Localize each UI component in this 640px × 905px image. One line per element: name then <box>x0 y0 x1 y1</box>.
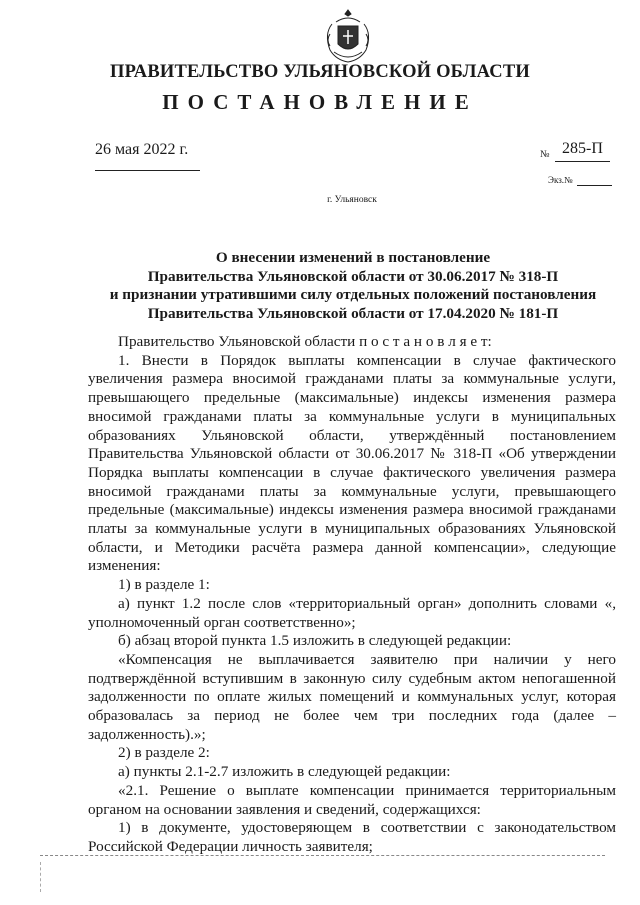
document-date: 26 мая 2022 г. <box>95 141 189 158</box>
body-paragraph: 1) в документе, удостоверяющем в соответствии с законодательством Российской Федерации личность заявителя; <box>88 819 616 855</box>
body-paragraph: «2.1. Решение о выплате компенсации принимается территориальным органом на основании заявления и сведений, содержащихся: <box>88 781 616 818</box>
footer-margin-mark <box>40 862 161 892</box>
date-underline <box>95 170 200 171</box>
body-paragraph: б) абзац второй пункта 1.5 изложить в следующей редакции: <box>118 632 512 650</box>
document-type-title: ПОСТАНОВЛЕНИЕ <box>162 90 478 114</box>
body-paragraph: 2) в разделе 2: <box>118 744 210 762</box>
body-paragraph: а) пункты 2.1-2.7 изложить в следующей редакции: <box>118 763 451 781</box>
body-paragraph: а) пункт 1.2 после слов «территориальный орган» дополнить словами «, уполномоченный орган соответственно»; <box>88 594 616 631</box>
document-subject <box>88 249 618 323</box>
copy-number-label: Экз.№ <box>548 175 573 185</box>
body-paragraph: 1. Внести в Порядок выплаты компенсации в случае фактического увеличения размера вносимой гражданами платы за коммунальные услуги, превышающего предельные (максимальные) индексы изменения размера вносимой гражданами платы за коммунальные услуги в муниципальных образованиях Ульяновской области, утверждённый постановлением Правительства Ульяновской области от 30.06.2017 № 318-П «Об утверждении Порядка выплаты компенсации в случае фактического увеличения размера вносимой гражданами платы за коммунальные услуги, превышающего предельные (максимальные) индексы изменения размера вносимой гражданами платы за коммунальные услуги в муниципальных образованиях Ульяновской области, и Методики расчёта размера данной компенсации», следующие изменения: <box>88 351 616 575</box>
document-body <box>88 333 616 857</box>
subject-line: О внесении изменений в постановление <box>215 249 491 266</box>
coat-of-arms-icon <box>322 8 374 64</box>
footer-divider <box>40 855 605 856</box>
body-paragraph: Правительство Ульяновской области п о с т а н о в л я е т: <box>118 333 492 350</box>
subject-line: и признании утратившими силу отдельных положений постановления <box>109 286 597 303</box>
number-underline <box>555 161 610 162</box>
number-sign: № <box>540 149 550 160</box>
government-title: ПРАВИТЕЛЬСТВО УЛЬЯНОВСКОЙ ОБЛАСТИ <box>110 62 530 82</box>
subject-line: Правительства Ульяновской области от 30.06.2017 № 318-П <box>147 267 559 285</box>
subject-line: Правительства Ульяновской области от 17.04.2020 № 181-П <box>147 304 559 322</box>
city-label: г. Ульяновск <box>327 195 377 205</box>
copy-number-underline <box>577 185 612 186</box>
body-paragraph: 1) в разделе 1: <box>118 576 210 594</box>
document-number: 285-П <box>562 140 603 157</box>
body-paragraph: «Компенсация не выплачивается заявителю при наличии у него подтверждённой вступившим в законную силу судебным актом непогашенной задолженности по оплате жилых помещений и коммунальных услуг, которая образовалась за период не более чем три последних года (далее – задолженность).»; <box>88 650 616 743</box>
